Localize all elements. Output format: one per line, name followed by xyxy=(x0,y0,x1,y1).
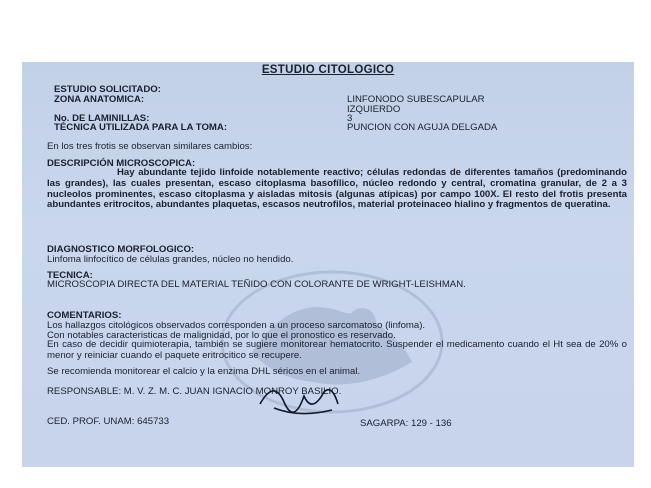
ced-prof-line: CED. PROF. UNAM: 645733 xyxy=(47,416,170,427)
laminillas-label: No. DE LAMINILLAS: xyxy=(54,113,150,124)
tecnica-heading: TECNICA: xyxy=(47,270,93,281)
responsable-line: RESPONSABLE: M. V. Z. M. C. JUAN IGNACIO MONROY BASILIO. xyxy=(47,386,342,397)
tecnica-toma-value: PUNCION CON AGUJA DELGADA xyxy=(347,122,498,133)
document-sheet xyxy=(22,62,634,467)
tecnica-toma-label: TÉCNICA UTILIZADA PARA LA TOMA: xyxy=(54,122,228,133)
comentarios-line-3: En caso de decidir quimioterapia, también se sugiere monitorear hematocrito. Suspender el medicamento cuando el Ht sea de 20% o menor y reiniciar cuando el paquete eritrocitico se recupere. xyxy=(47,339,627,361)
comentarios-line-1: Los hallazgos citológicos observados corresponden a un proceso sarcomatoso (linfoma). xyxy=(47,320,426,331)
diagnostico-heading: DIAGNOSTICO MORFOLOGICO: xyxy=(47,244,195,255)
comentarios-heading: COMENTARIOS: xyxy=(47,310,122,321)
comentarios-line-2: Con notables caracteristicas de malignidad, por lo que el pronostico es reservado. xyxy=(47,330,396,341)
zona-value-2: IZQUIERDO xyxy=(347,104,401,115)
document-title xyxy=(22,64,634,76)
laminillas-value: 3 xyxy=(347,113,353,124)
document-title-text: ESTUDIO CITOLOGICO xyxy=(261,64,395,76)
zona-label: ZONA ANATOMICA: xyxy=(54,94,145,105)
estudio-label: ESTUDIO SOLICITADO: xyxy=(54,84,161,95)
tecnica-text: MICROSCOPIA DIRECTA DEL MATERIAL TEÑIDO CON COLORANTE DE WRIGHT-LEISHMAN. xyxy=(47,279,466,290)
intro-text: En los tres frotis se observan similares cambios: xyxy=(47,141,253,152)
diagnostico-text: Linfoma linfocítico de células grandes, núcleo no hendido. xyxy=(47,254,294,265)
signature-icon xyxy=(254,374,344,424)
comentarios-line-4: Se recomienda monitorear el calcio y la enzima DHL séricos en el animal. xyxy=(47,366,361,377)
descripcion-text: Hay abundante tejido linfoide notablemente reactivo; células redondas de diferentes tamaños (predominando las grandes), las cuales presentan, escaso citoplasma basofílico, núcleo redondo y central, cromatina granular, de 2 a 3 nucleolos prominentes, escaso citoplasma y aisladas mitosis (algunas atípicas) por campo 100X. El resto del frotis presenta abundantes eritrocitos, abundantes plaquetas, escasos neutrofilos, material proteinaceo hialino y fragmentos de queratina. xyxy=(47,167,627,211)
descripcion-heading: DESCRIPCIÓN MICROSCOPICA: xyxy=(47,158,196,169)
zona-value-1: LINFONODO SUBESCAPULAR xyxy=(347,94,485,105)
sagarpa-line: SAGARPA: 129 - 136 xyxy=(360,418,452,429)
